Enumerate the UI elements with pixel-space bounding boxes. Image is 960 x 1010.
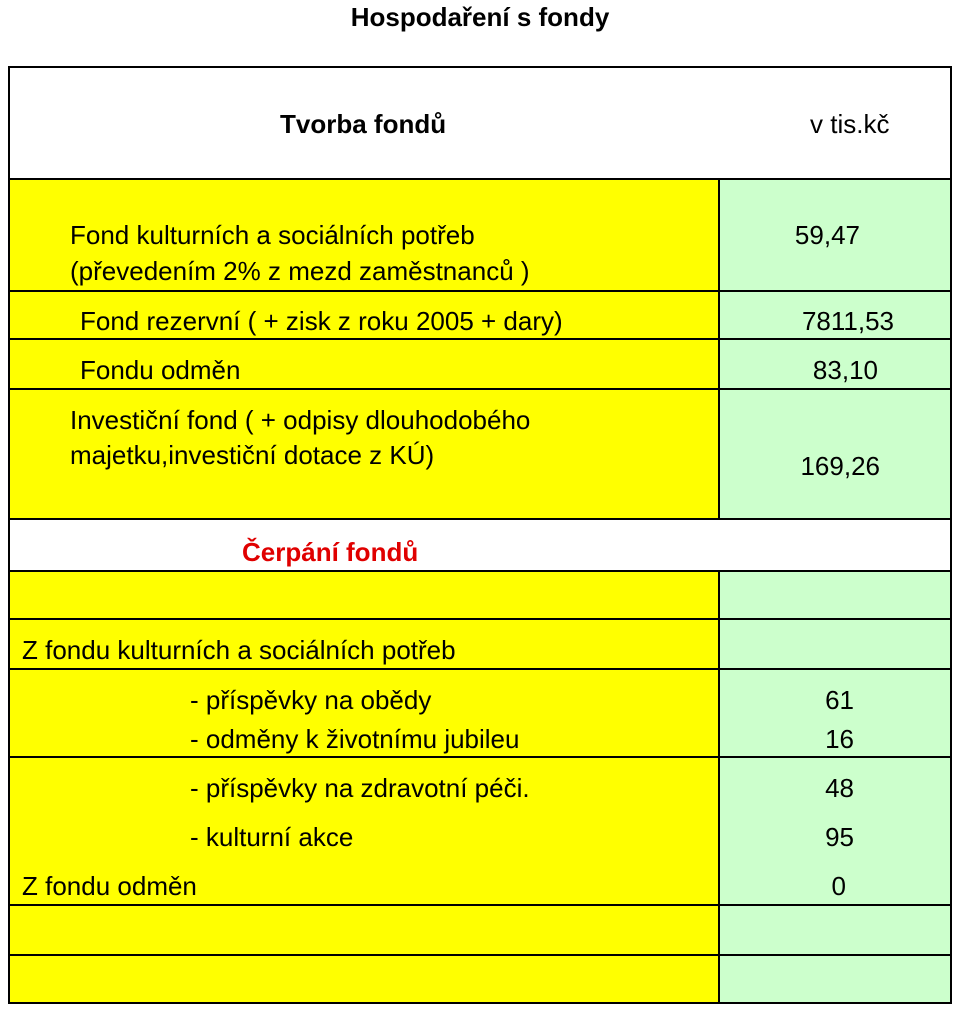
grid-line [10,388,950,390]
fund-value: 83,10 [812,355,878,385]
odmeny-usage-value: 0 [831,871,846,901]
usage-item-value: 16 [825,724,854,754]
usage-item-value: 95 [825,822,854,852]
usage-item-value: 48 [825,773,854,803]
usage-item-label: - kulturní akce [190,822,354,852]
fund-label: Fondu odměn [80,355,241,385]
fund-value: 59,47 [794,220,860,250]
grid-line [10,954,950,956]
grid-line [10,904,950,906]
unit-label: v tis.kč [810,109,890,139]
fund-label: (převedením 2% z mezd zaměstnanců ) [70,256,530,286]
grid-line [10,668,950,670]
usage-item-value: 61 [825,685,854,715]
usage-header-row [10,520,950,570]
fund-label: Investiční fond ( + odpisy dlouhodobého [70,405,531,435]
grid-line [718,180,720,520]
fund-value: 169,26 [800,451,880,481]
odmeny-usage-label: Z fondu odměn [22,871,197,901]
usage-item-label: - příspěvky na zdravotní péči. [190,773,530,803]
grid-line [10,570,950,572]
header-row [10,68,950,180]
grid-line [10,518,950,520]
grid-line [10,618,950,620]
grid-line [10,338,950,340]
fund-label: Fond kulturních a sociálních potřeb [70,220,475,250]
fund-label: majetku,investiční dotace z KÚ) [70,440,435,470]
creation-heading: Tvorba fondů [280,109,447,139]
fund-label: Fond rezervní ( + zisk z roku 2005 + dary) [80,306,563,336]
grid-line [10,756,950,758]
usage-heading: Čerpání fondů [242,537,419,567]
grid-line [10,178,950,180]
fund-value: 7811,53 [801,306,894,336]
usage-item-label: - odměny k životnímu jubileu [190,724,520,754]
funds-table [8,66,952,1004]
fksp-usage-label: Z fondu kulturních a sociálních potřeb [22,635,456,665]
usage-item-label: - příspěvky na obědy [190,685,432,715]
grid-line [10,290,950,292]
grid-line [718,570,720,1004]
page-title: Hospodaření s fondy [350,2,610,32]
